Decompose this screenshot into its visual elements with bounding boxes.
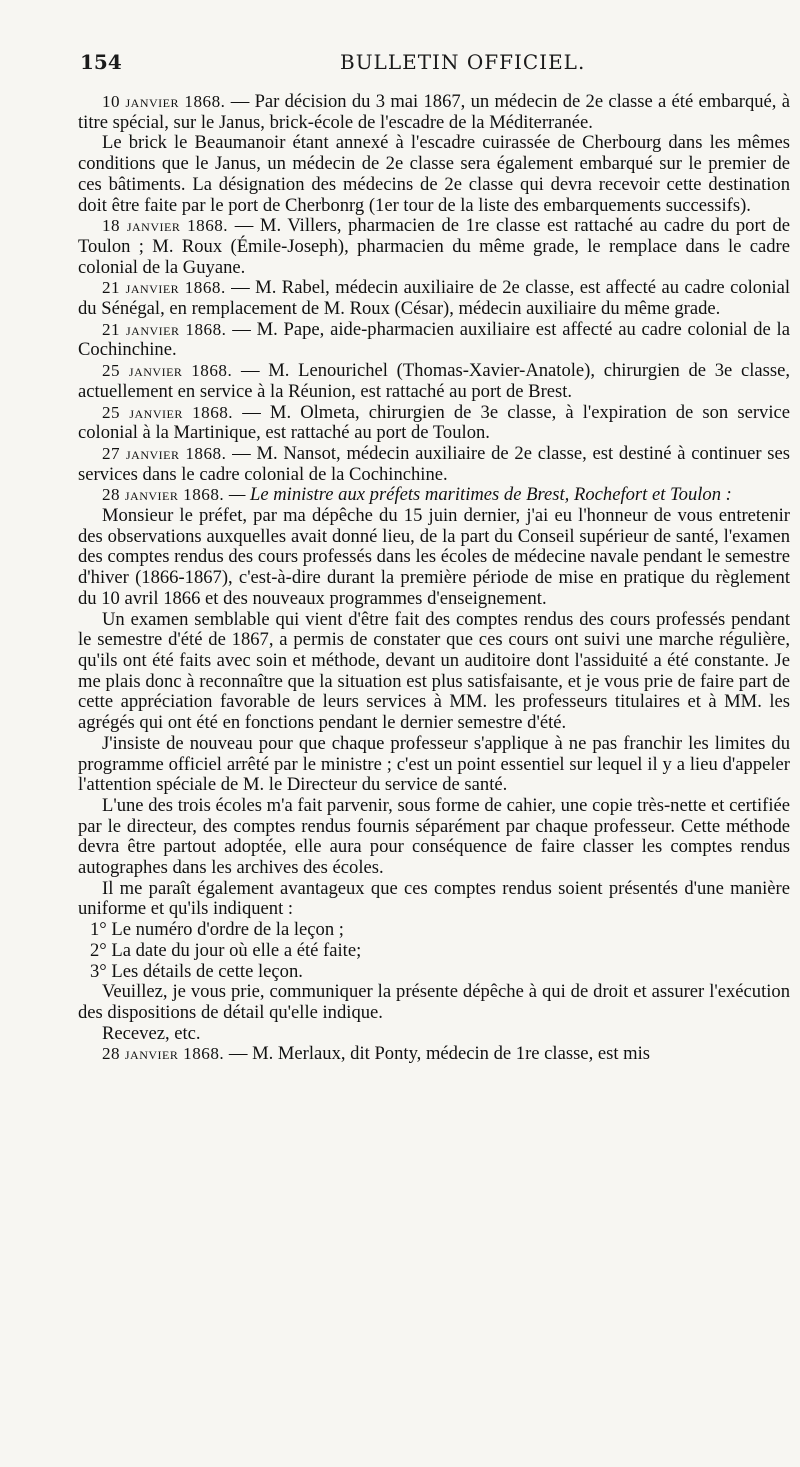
letter-paragraph bbox=[78, 796, 790, 879]
entry-paragraph bbox=[78, 320, 790, 361]
entry-date: 25 janvier 1868. bbox=[102, 402, 234, 422]
entry-text: — M. Lenourichel (Thomas-Xavier-Anatole), chirurgien de 3e classe, actuellement en service à la Réunion, est rattaché au port de Brest. bbox=[78, 360, 790, 402]
list-item bbox=[78, 962, 790, 983]
entry-text: 2° La date du jour où elle a été faite; bbox=[90, 939, 362, 961]
entry-paragraph bbox=[78, 403, 790, 444]
entry-paragraph bbox=[78, 216, 790, 278]
entry-paragraph bbox=[78, 92, 790, 133]
entry-text: Monsieur le préfet, par ma dépêche du 15 juin dernier, j'ai eu l'honneur de vous entretenir des observations auxquelles avait donné lieu, de la part du Conseil supérieur de santé, l'examen des comptes rendus des cours professés dans les écoles de médecine navale pendant le semestre d'hiver (1866-1867), c'est-à-dire durant la première période de mise en pratique du règlement du 10 avril 1866 et des nouveaux programmes d'enseignement. bbox=[78, 505, 790, 609]
entry-date: 10 janvier 1868. bbox=[102, 92, 226, 111]
entry-text: 3° Les détails de cette leçon. bbox=[90, 960, 303, 982]
entry-text: 1° Le numéro d'ordre de la leçon ; bbox=[90, 919, 344, 941]
entry-date: 21 janvier 1868. bbox=[102, 319, 227, 339]
entry-text: — M. Merlaux, dit Ponty, médecin de 1re classe, est mis bbox=[228, 1043, 651, 1065]
letter-paragraph bbox=[78, 734, 790, 796]
entry-text: — M. Villers, pharmacien de 1re classe est rattaché au cadre du port de Toulon ; M. Roux (Émile-Joseph), pharmacien du même grade, le remplace dans le cadre colonial de la Guyane. bbox=[78, 215, 790, 278]
entry-text: — Par décision du 3 mai 1867, un médecin de 2e classe a été embarqué, à titre spécial, sur le Janus, brick-école de l'escadre de la Méditerranée. bbox=[78, 91, 790, 133]
entry-text: — M. Nansot, médecin auxiliaire de 2e classe, est destiné à continuer ses services dans le cadre colonial de la Cochinchine. bbox=[78, 442, 790, 485]
entry-date: 27 janvier 1868. bbox=[102, 443, 227, 463]
entry-paragraph bbox=[78, 361, 790, 402]
entry-text: — Le ministre aux préfets maritimes de Brest, Rochefort et Toulon : bbox=[228, 484, 732, 506]
entry-paragraph bbox=[78, 485, 790, 506]
entry-text: — M. Rabel, médecin auxiliaire de 2e classe, est affecté au cadre colonial du Sénégal, en remplacement de M. Roux (César), médecin auxiliaire du même grade. bbox=[78, 277, 790, 320]
entry-text: Un examen semblable qui vient d'être fait des comptes rendus des cours professés pendant le semestre d'été de 1867, a permis de constater que ces cours ont suivi une marche régulière, qu'ils ont été faits avec soin et méthode, devant un auditoire dont l'assiduité a été constante. Je me plais donc à reconnaître que la situation est plus satisfaisante, et je vous prie de faire part de cette appréciation favorable de leurs services à MM. les professeurs titulaires et à MM. les agrégés qui ont été en fonctions pendant le dernier semestre d'été. bbox=[78, 608, 790, 734]
entry-text: J'insiste de nouveau pour que chaque professeur s'applique à ne pas franchir les limites du programme officiel arrêté par le ministre ; c'est un point essentiel sur lequel il y a lieu d'appeler l'attention spéciale de M. le Directeur du service de santé. bbox=[78, 732, 790, 796]
list-item bbox=[78, 941, 790, 962]
entry-paragraph bbox=[78, 133, 790, 216]
document-body bbox=[78, 92, 790, 1065]
entry-date: 18 janvier 1868. bbox=[102, 216, 229, 236]
entry-text: Recevez, etc. bbox=[102, 1022, 201, 1044]
entry-text: L'une des trois écoles m'a fait parvenir, sous forme de cahier, une copie très-nette et certifiée par le directeur, des comptes rendus fournis séparément par chaque professeur. Cette méthode devra être partout adoptée, elle aura pour conséquence de faire classer les comptes rendus autographes dans les archives des écoles. bbox=[78, 794, 790, 879]
entry-text: Le brick le Beaumanoir étant annexé à l'escadre cuirassée de Cherbourg dans les mêmes conditions que le Janus, un médecin de 2e classe sera également embarqué sur le premier de ces bâtiments. La désignation des médecins de 2e classe qui devra recevoir cette destination doit être faite par le port de Cherbonrg (1er tour de la liste des embarquements successifs). bbox=[78, 132, 790, 216]
entry-text: Il me paraît également avantageux que ces comptes rendus soient présentés d'une manière uniforme et qu'ils indiquent : bbox=[78, 877, 790, 920]
letter-paragraph bbox=[78, 610, 790, 734]
letter-paragraph bbox=[78, 879, 790, 920]
letter-paragraph bbox=[78, 506, 790, 610]
entry-date: 28 janvier 1868. bbox=[102, 485, 225, 505]
entry-text: — M. Olmeta, chirurgien de 3e classe, à l'expiration de son service colonial à la Martinique, est rattaché au port de Toulon. bbox=[78, 401, 790, 444]
running-title: BULLETIN OFFICIEL. bbox=[340, 50, 586, 74]
letter-closing bbox=[78, 1024, 790, 1045]
entry-text: Veuillez, je vous prie, communiquer la présente dépêche à qui de droit et assurer l'exécution des dispositions de détail qu'elle indique. bbox=[78, 981, 790, 1023]
letter-paragraph bbox=[78, 982, 790, 1023]
entry-paragraph bbox=[78, 278, 790, 319]
list-item bbox=[78, 920, 790, 941]
page-number: 154 bbox=[80, 50, 122, 74]
entry-paragraph bbox=[78, 1044, 790, 1065]
entry-date: 21 janvier 1868. bbox=[102, 278, 226, 298]
page-header bbox=[80, 50, 782, 88]
entry-paragraph bbox=[78, 444, 790, 485]
entry-date: 25 janvier 1868. bbox=[102, 361, 233, 381]
entry-text: — M. Pape, aide-pharmacien auxiliaire est affecté au cadre colonial de la Cochinchine. bbox=[78, 318, 790, 361]
entry-date: 28 janvier 1868. bbox=[102, 1044, 225, 1064]
